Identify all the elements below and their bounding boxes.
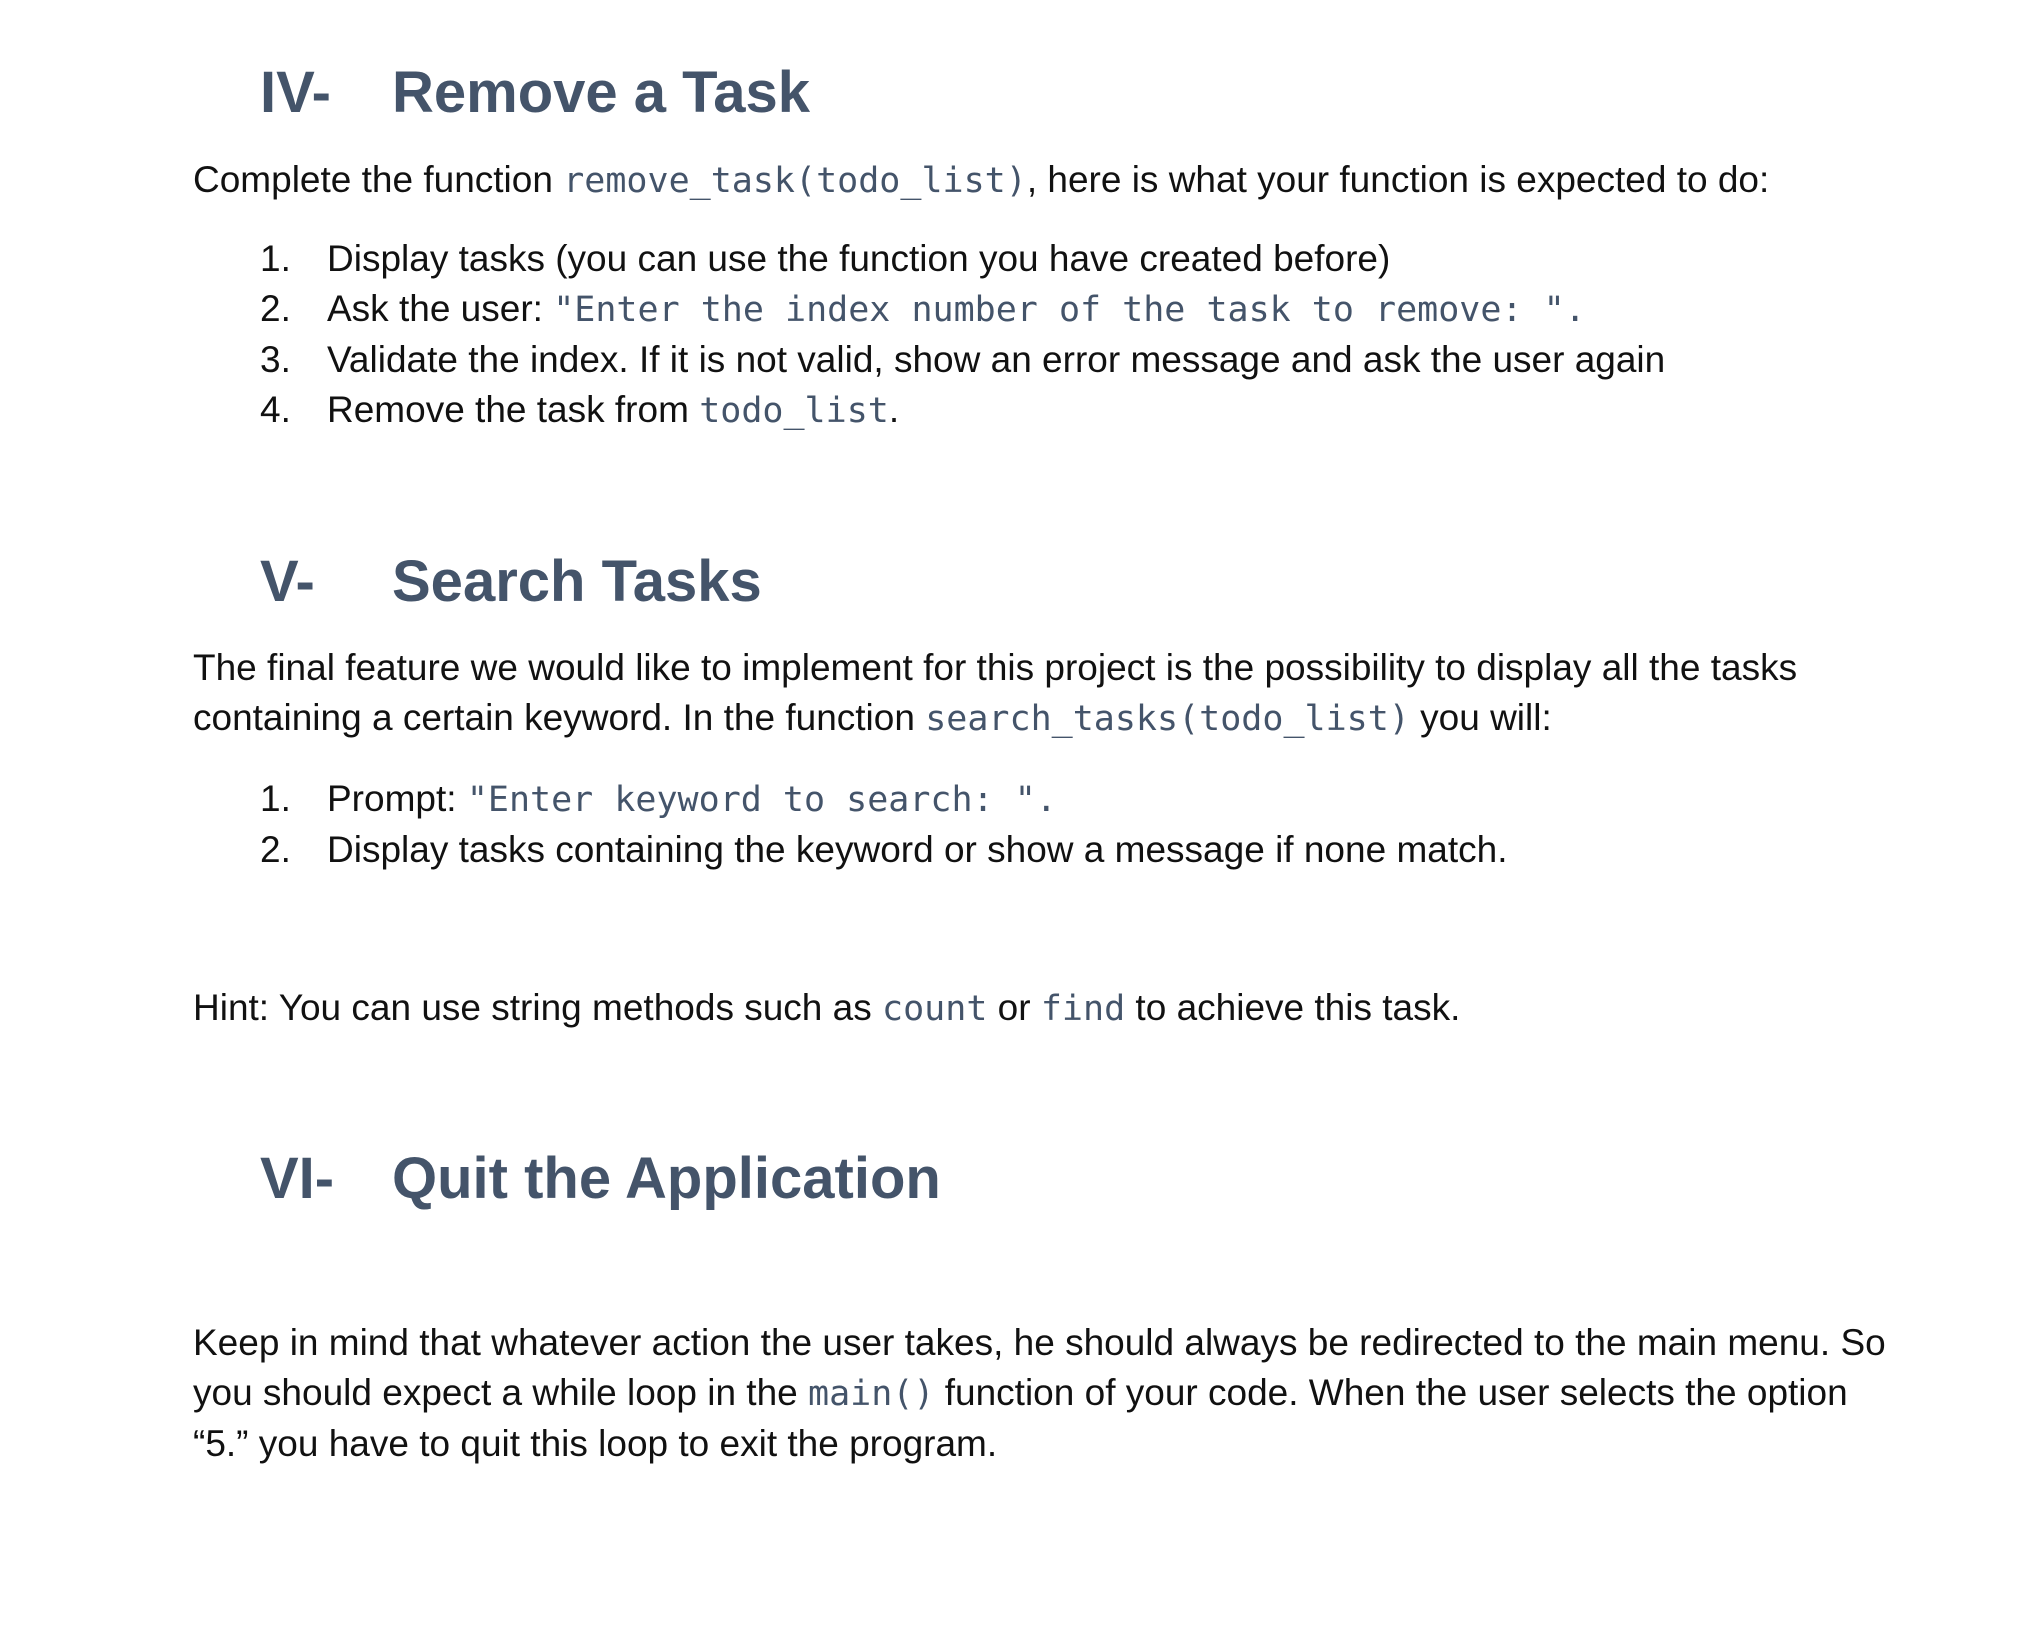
list-item: [260, 335, 1665, 385]
text: Complete the function: [193, 159, 564, 200]
list-number: 1.: [260, 778, 291, 819]
list-number: 3.: [260, 339, 291, 380]
text: function of your code. When the user selects the option: [934, 1372, 1848, 1413]
code-count: count: [882, 989, 988, 1029]
list-text: .: [888, 389, 900, 430]
list-item: [260, 385, 1665, 436]
list-item: [260, 284, 1665, 335]
list-text: Ask the user:: [327, 288, 554, 329]
list-number: 2.: [260, 829, 291, 870]
heading-number: VI-: [260, 1146, 335, 1211]
heading-title: Search Tasks: [392, 549, 762, 614]
heading-number: IV-: [260, 60, 331, 125]
heading-number: V-: [260, 549, 315, 614]
list-number: 4.: [260, 389, 291, 430]
text: or: [987, 987, 1041, 1028]
heading-title: Quit the Application: [392, 1146, 941, 1211]
list-item: [260, 825, 1507, 875]
text-line: [193, 693, 1933, 744]
list-number: 2.: [260, 288, 291, 329]
heading-quit-application: [260, 1146, 941, 1211]
code-remove-task: remove_task(todo_list): [563, 161, 1027, 201]
heading-title: Remove a Task: [392, 60, 811, 125]
list-number: 1.: [260, 238, 291, 279]
code-search-tasks: search_tasks(todo_list): [925, 699, 1410, 739]
text-line: “5.” you have to quit this loop to exit the program.: [193, 1423, 998, 1464]
text: you will:: [1409, 697, 1552, 738]
search-tasks-intro: [193, 643, 1933, 744]
list-item: [260, 774, 1507, 825]
quit-paragraph: [193, 1318, 1933, 1469]
list-text: Display tasks (you can use the function you have created before): [327, 238, 1391, 279]
text-line: Keep in mind that whatever action the user takes, he should always be redirected to the main menu. So: [193, 1322, 1886, 1363]
heading-search-tasks: [260, 549, 762, 614]
code-todo-list: todo_list: [699, 391, 889, 431]
list-item: [260, 234, 1665, 284]
hint-paragraph: [193, 983, 1933, 1034]
remove-task-intro: [193, 155, 1933, 206]
code-main: main(): [808, 1374, 935, 1414]
list-text: Display tasks containing the keyword or show a message if none match.: [327, 829, 1508, 870]
search-tasks-steps: [260, 774, 1507, 875]
text: , here is what your function is expected to do:: [1026, 159, 1770, 200]
code-prompt: "Enter the index number of the task to remove: ".: [553, 290, 1586, 330]
list-text: Remove the task from: [327, 389, 700, 430]
text-line: [193, 1368, 1933, 1419]
code-find: find: [1040, 989, 1126, 1029]
text-line: The final feature we would like to implement for this project is the possibility to display all the tasks: [193, 647, 1798, 688]
list-text: Prompt:: [327, 778, 467, 819]
remove-task-steps: [260, 234, 1665, 436]
list-text: Validate the index. If it is not valid, show an error message and ask the user again: [327, 339, 1666, 380]
text: Hint: You can use string methods such as: [193, 987, 883, 1028]
text: containing a certain keyword. In the function: [193, 697, 926, 738]
heading-remove-task: [260, 60, 811, 125]
text: you should expect a while loop in the: [193, 1372, 809, 1413]
code-prompt: "Enter keyword to search: ".: [466, 780, 1057, 820]
text: to achieve this task.: [1125, 987, 1461, 1028]
